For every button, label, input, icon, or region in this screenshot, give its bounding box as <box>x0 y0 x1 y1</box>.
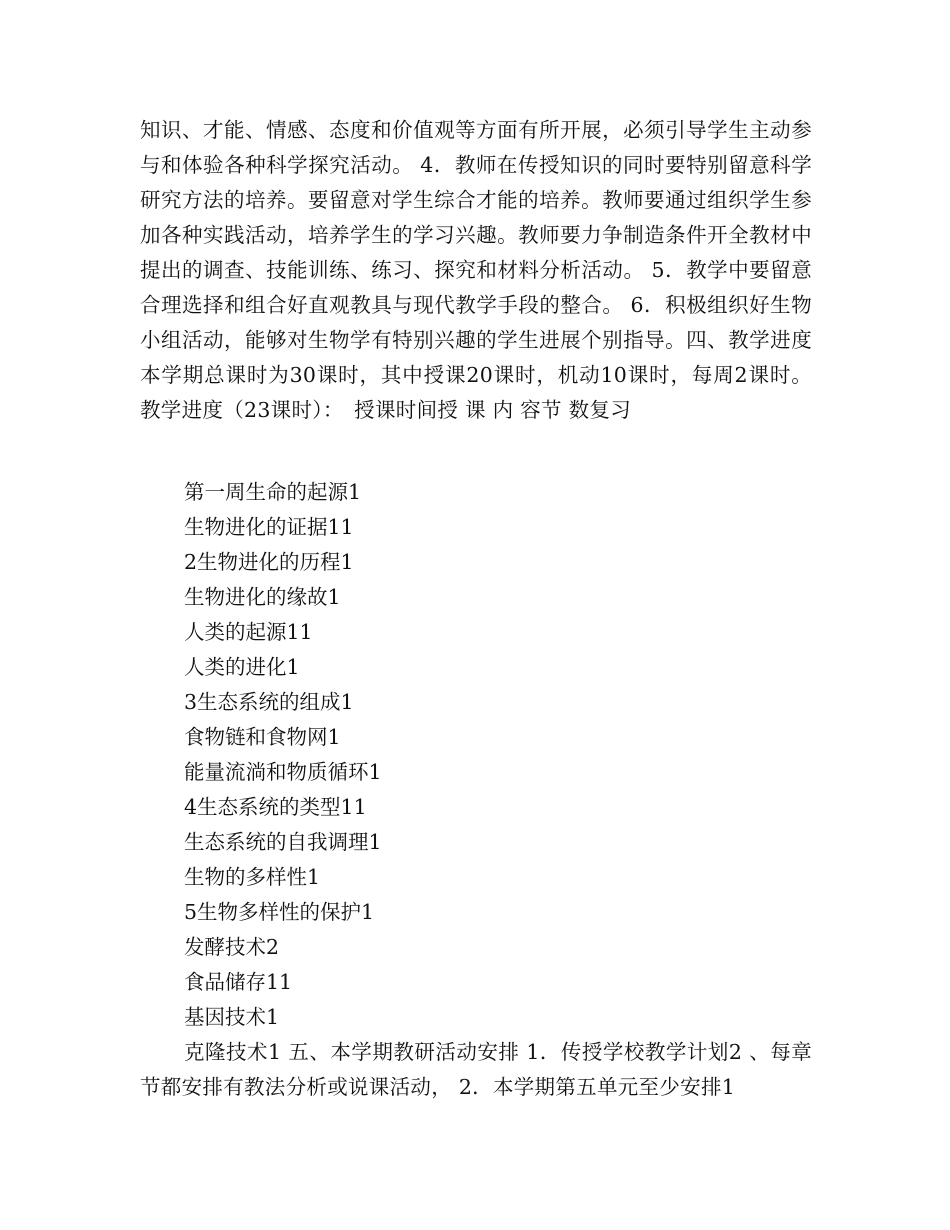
schedule-item: 5生物多样性的保护1 <box>184 900 375 924</box>
schedule-item: 能量流淌和物质循环1 <box>184 760 382 784</box>
schedule-item: 第一周生命的起源1 <box>184 480 362 504</box>
schedule-item: 人类的进化1 <box>184 655 300 679</box>
schedule-item: 生物进化的证据11 <box>184 515 354 539</box>
schedule-item: 基因技术1 <box>184 1005 280 1029</box>
schedule-item: 发酵技术2 <box>184 935 280 959</box>
schedule-item: 4生态系统的类型11 <box>184 795 367 819</box>
schedule-item: 2生物进化的历程1 <box>184 550 354 574</box>
schedule-item: 食物链和食物网1 <box>184 725 341 749</box>
schedule-item: 生物的多样性1 <box>184 865 321 889</box>
body-paragraph: 知识、才能、情感、态度和价值观等方面有所开展，必须引导学生主动参与和体验各种科学探究活动。 4．教师在传授知识的同时要特别留意科学研究方法的培养。要留意对学生综合才能的培养。教师要通过组织学生参加各种实践活动，培养学生的学习兴趣。教师要力争制造条件开全教材中提出的调查、技能训练、练习、探究和材料分析活动。 5．教学中要留意合理选择和组合好直观教具与现代教学手段的整合。 6．积极组织好生物小组活动，能够对生物学有特别兴趣的学生进展个别指导。四、教学进度本学期总课时为30课时，其中授课20课时，机动10课时，每周2课时。教学进度（23课时）： 授课时间授 课 内 容节 数复习 <box>140 118 812 422</box>
teaching-schedule-list <box>184 475 382 1035</box>
body-paragraph: 克隆技术1 五、本学期教研活动安排 1．传授学校教学计划2 、每章节都安排有教法分析或说课活动， 2．本学期第五单元至少安排1 <box>140 1040 812 1099</box>
schedule-item: 生态系统的自我调理1 <box>184 830 382 854</box>
schedule-item: 食品储存11 <box>184 970 293 994</box>
schedule-item: 3生态系统的组成1 <box>184 690 354 714</box>
schedule-item: 生物进化的缘故1 <box>184 585 341 609</box>
schedule-item: 人类的起源11 <box>184 620 313 644</box>
